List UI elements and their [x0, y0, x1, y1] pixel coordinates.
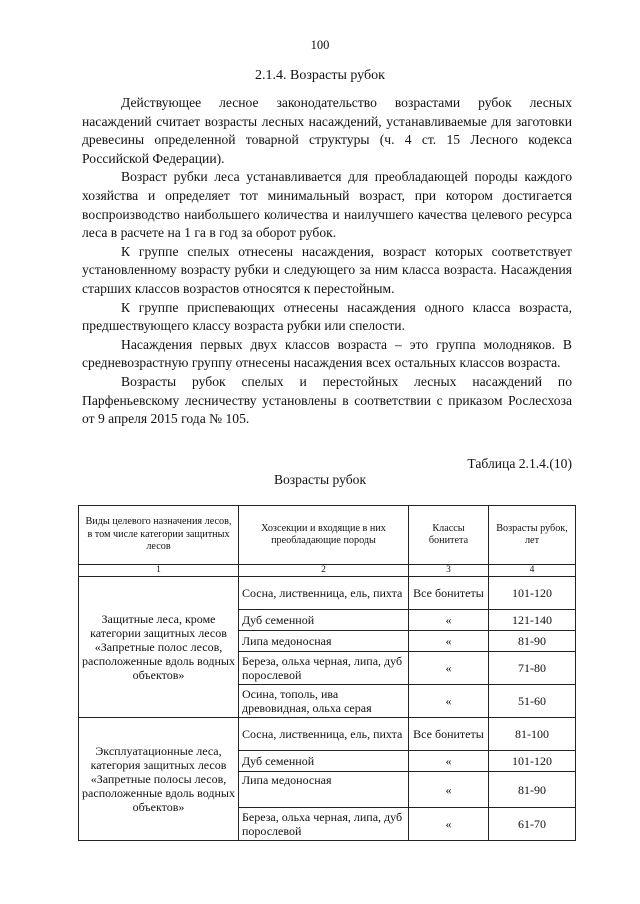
- bonitet-cell: «: [409, 751, 489, 772]
- section-title: 2.1.4. Возрасты рубок: [255, 68, 385, 83]
- age-cell: 61-70: [489, 808, 576, 841]
- species-cell: Сосна, лиственница, ель, пихта: [239, 718, 409, 751]
- age-cell: 81-90: [489, 772, 576, 808]
- paragraph: Насаждения первых двух классов возраста – это группа молодняков. В средневозрастную группу отнесены насаждения всех остальных классов возраста.: [82, 336, 572, 371]
- age-cell: 101-120: [489, 577, 576, 610]
- table-row: [79, 577, 576, 610]
- bonitet-cell: Все бонитеты: [409, 577, 489, 610]
- paragraph: Действующее лесное законодательство возрастами рубок лесных насаждений считает возрасты лесных насаждений, устанавливаемые для заготовки древесины определенной товарной структуры (ч. 4 ст. 15 Лесного кодекса Российской Федерации).: [82, 95, 572, 166]
- species-cell: Береза, ольха черная, липа, дуб порослевой: [239, 652, 409, 685]
- cutting-ages-table: [78, 505, 576, 841]
- bonitet-cell: «: [409, 610, 489, 631]
- species-cell: Дуб семенной: [239, 610, 409, 631]
- bonitet-cell: «: [409, 685, 489, 718]
- age-cell: 121-140: [489, 610, 576, 631]
- bonitet-cell: «: [409, 631, 489, 652]
- table-title: Возрасты рубок: [273, 472, 367, 487]
- bonitet-cell: «: [409, 808, 489, 841]
- paragraph: К группе спелых отнесены насаждения, возраст которых соответствует установленному возрасту рубки и следующего за ним класса возраста. Насаждения старших классов возрастов относятся к перестойным.: [82, 243, 572, 296]
- species-cell: Липа медоносная: [239, 631, 409, 652]
- paragraph: К группе приспевающих отнесены насаждения одного класса возраста, предшествующего классу возраста рубки или спелости.: [82, 299, 572, 334]
- table-caption: Таблица 2.1.4.(10): [467, 456, 572, 471]
- body-text: [82, 94, 572, 429]
- column-header: Возрасты рубок, лет: [489, 506, 576, 565]
- column-number-row: [79, 565, 576, 577]
- table-row: [79, 718, 576, 751]
- forest-purpose-cell: Эксплуатационные леса, категория защитных лесов «Запретные полосы лесов, расположенные вдоль водных объектов»: [79, 718, 239, 841]
- paragraph: Возраст рубки леса устанавливается для преобладающей породы каждого хозяйства и определяет тот минимальный возраст, при котором достигается воспроизводство наибольшего количества и наилучшего качества целевого ресурса леса в расчете на 1 га в год за оборот рубок.: [82, 169, 572, 241]
- age-cell: 81-90: [489, 631, 576, 652]
- table-header-row: [79, 506, 576, 565]
- column-header: Виды целевого назначения лесов, в том числе категории защитных лесов: [79, 506, 239, 565]
- species-cell: Сосна, лиственница, ель, пихта: [239, 577, 409, 610]
- bonitet-cell: «: [409, 772, 489, 808]
- column-number: 3: [409, 565, 489, 577]
- species-cell: Осина, тополь, ива древовидная, ольха серая: [239, 685, 409, 718]
- column-number: 2: [239, 565, 409, 577]
- column-number: 1: [79, 565, 239, 577]
- age-cell: 81-100: [489, 718, 576, 751]
- species-cell: Дуб семенной: [239, 751, 409, 772]
- forest-purpose-cell: Защитные леса, кроме категории защитных лесов «Запретные полос лесов, расположенные вдоль водных объектов»: [79, 577, 239, 718]
- column-header: Классы бонитета: [409, 506, 489, 565]
- bonitet-cell: Все бонитеты: [409, 718, 489, 751]
- age-cell: 51-60: [489, 685, 576, 718]
- column-number: 4: [489, 565, 576, 577]
- bonitet-cell: «: [409, 652, 489, 685]
- age-cell: 101-120: [489, 751, 576, 772]
- species-cell: Липа медоносная: [239, 772, 409, 808]
- age-cell: 71-80: [489, 652, 576, 685]
- species-cell: Береза, ольха черная, липа, дуб порослевой: [239, 808, 409, 841]
- paragraph: Возрасты рубок спелых и перестойных лесных насаждений по Парфеньевскому лесничеству установлены в соответствии с приказом Рослесхоза от 9 апреля 2015 года № 105.: [82, 373, 572, 427]
- column-header: Хозсекции и входящие в них преобладающие породы: [239, 506, 409, 565]
- page-number: 100: [310, 38, 330, 52]
